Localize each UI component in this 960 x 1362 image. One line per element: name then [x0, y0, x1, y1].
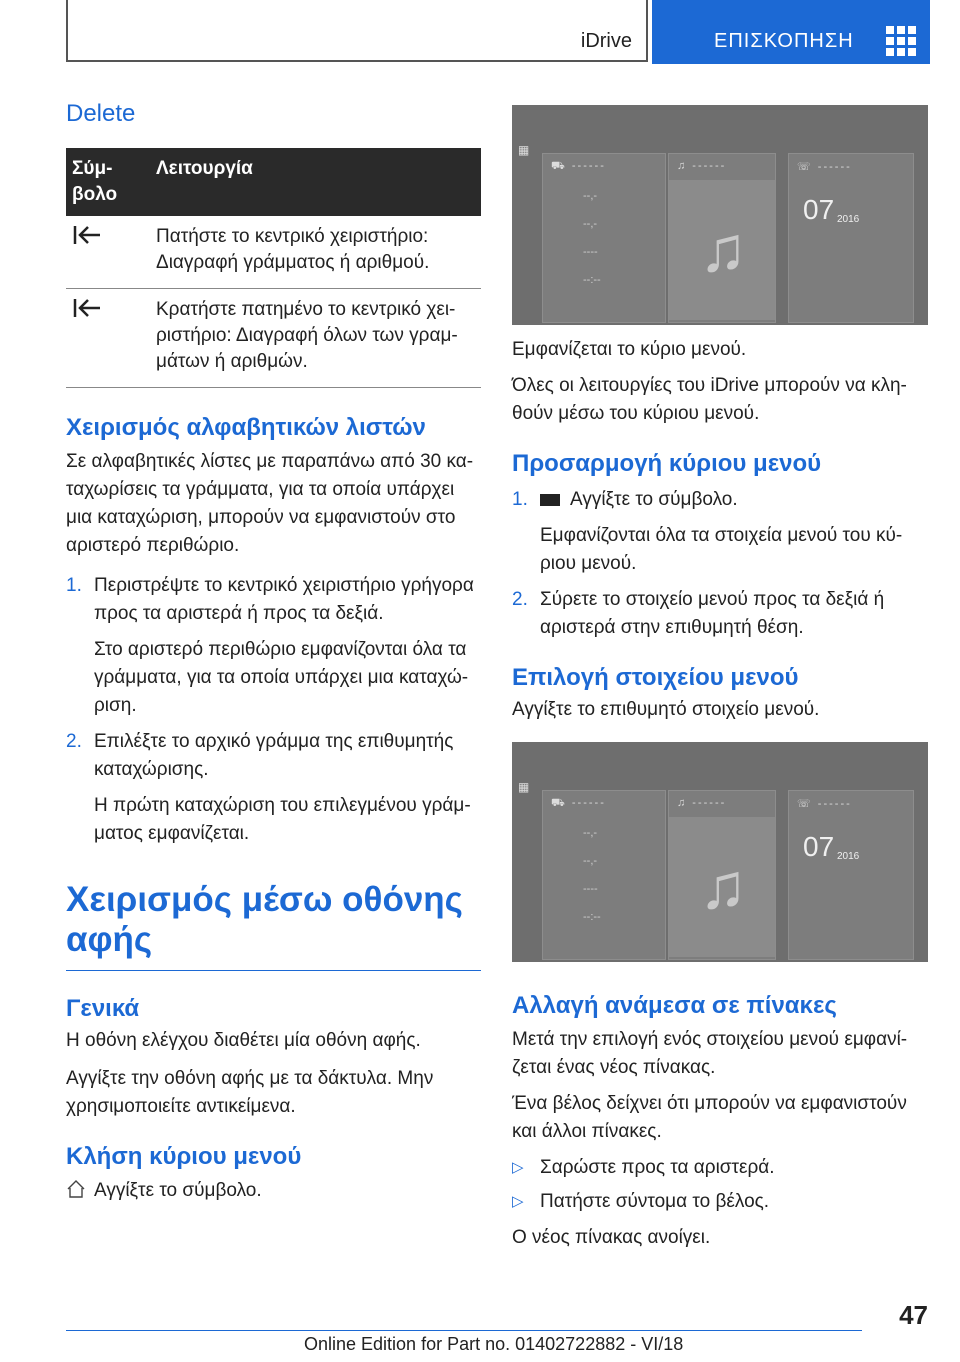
- select-item-text: Αγγίξτε το επιθυμητό στοιχείο μενού.: [512, 699, 820, 720]
- tile-row: --,-: [583, 827, 598, 839]
- step-text: Αγγίξτε το σύμβολο.: [570, 489, 738, 510]
- customize-menu-heading: Προσαρμογή κύριου μενού: [512, 450, 822, 477]
- screen-grid-icon: ▦: [518, 780, 530, 794]
- symbol-table: [66, 148, 481, 388]
- table-row: [66, 216, 481, 289]
- screen-grid-icon: ▦: [518, 143, 530, 157]
- alpha-intro: Σε αλφαβητικές λίστες με παραπάνω από 30 κα-ταχωρίσεις τα γράμματα, για τα οποία υπάρχει μια καταχώριση, μπορούν να εμφανιστούν στο αριστερό περιθώριο.: [66, 451, 474, 556]
- music-cover-icon: ♫: [699, 213, 747, 285]
- music-cover-icon: ♫: [699, 850, 747, 922]
- general-heading: Γενικά: [66, 995, 140, 1022]
- footer-divider: [66, 1330, 862, 1331]
- list-item: [66, 572, 481, 720]
- left-column: [66, 100, 481, 1205]
- delete-arrow-icon: [66, 289, 150, 388]
- step-number: 2.: [66, 731, 82, 752]
- list-item: [66, 728, 481, 848]
- table-row: [66, 289, 481, 388]
- table-cell-function: Πατήστε το κεντρικό χειριστήριο: Διαγραφή γράμματος ή αριθμού.: [150, 216, 481, 289]
- tile-row: ----: [583, 246, 598, 258]
- car-icon: ⛟ ------: [551, 797, 606, 809]
- phone-icon: ☏ ------: [797, 161, 852, 173]
- edition-text: Online Edition for Part no. 01402722882 - VI/18: [304, 1334, 684, 1354]
- tile-row: --:--: [583, 274, 601, 286]
- bullet-text: Σαρώστε προς τα αριστερά.: [540, 1157, 775, 1178]
- tile-row: --,-: [583, 218, 598, 230]
- select-item-heading: Επιλογή στοιχείου μενού: [512, 664, 799, 691]
- header-chapter-box: [66, 0, 648, 62]
- switch-paragraph-1: Μετά την επιλογή ενός στοιχείου μενού εμφανί-ζεται ένας νέος πίνακας.: [512, 1029, 908, 1078]
- date-year: 2016: [837, 214, 860, 225]
- phone-icon: ☏ ------: [797, 798, 852, 810]
- list-item: [512, 486, 928, 578]
- date-number: 07: [803, 831, 835, 862]
- bullet-text: Πατήστε σύντομα το βέλος.: [540, 1191, 770, 1212]
- call-menu-heading: Κλήση κύριου μενού: [66, 1143, 302, 1170]
- table-cell-function: Κρατήστε πατημένο το κεντρικό χει-ριστήριο: Διαγραφή όλων των γραμ-μάτων ή αριθμών.: [150, 289, 481, 388]
- section-title: ΕΠΙΣΚΟΠΗΣΗ: [714, 30, 854, 52]
- section-divider: [66, 970, 481, 971]
- delete-heading: Delete: [66, 100, 136, 127]
- list-item: [512, 1154, 928, 1182]
- alpha-lists-heading: Χειρισμός αλφαβητικών λιστών: [66, 414, 426, 441]
- date-number: 07: [803, 194, 835, 225]
- right-column: [512, 100, 928, 1252]
- switch-panels-heading: Αλλαγή ανάμεσα σε πίνακες: [512, 992, 837, 1019]
- home-icon: [66, 1179, 86, 1208]
- media-tile: [668, 153, 776, 323]
- caption-1: Εμφανίζεται το κύριο μενού.: [512, 339, 747, 360]
- switch-paragraph-2: Ένα βέλος δείχνει ότι μπορούν να εμφανιστούν και άλλοι πίνακες.: [512, 1093, 907, 1142]
- triangle-bullet-icon: ▷: [512, 1193, 524, 1210]
- menu-bar-icon: [540, 494, 560, 506]
- music-note-icon: ♫ ------: [677, 797, 727, 809]
- step-number: 2.: [512, 589, 528, 610]
- table-header-symbol: Σύμ- βολο: [66, 148, 150, 216]
- step-text: Επιλέξτε το αρχικό γράμμα της επιθυμητής καταχώρισης.: [94, 731, 454, 780]
- phone-tile: [788, 790, 914, 960]
- general-paragraph-2: Αγγίξτε την οθόνη αφής με τα δάκτυλα. Μην χρησιμοποιείτε αντικείμενα.: [66, 1068, 434, 1117]
- date-year: 2016: [837, 851, 860, 862]
- vehicle-tile: [542, 790, 666, 960]
- car-icon: ⛟ ------: [551, 160, 606, 172]
- tile-row: --,-: [583, 855, 598, 867]
- step-number: 1.: [66, 575, 82, 596]
- header-section-tab[interactable]: [652, 0, 930, 64]
- step-note: Εμφανίζονται όλα τα στοιχεία μενού του κύ-ριου μενού.: [540, 525, 903, 574]
- call-menu-text: Αγγίξτε το σύμβολο.: [94, 1180, 262, 1201]
- media-tile: [668, 790, 776, 960]
- list-item: [512, 586, 928, 642]
- main-menu-screenshot-2: [512, 742, 928, 962]
- step-note: Η πρώτη καταχώριση του επιλεγμένου γράμ-ματος εμφανίζεται.: [94, 795, 471, 844]
- tile-row: --,-: [583, 190, 598, 202]
- delete-arrow-icon: [66, 216, 150, 289]
- vehicle-tile: [542, 153, 666, 323]
- chapter-title: iDrive: [580, 30, 632, 52]
- tile-row: --:--: [583, 911, 601, 923]
- list-item: [512, 1188, 928, 1216]
- main-menu-screenshot: [512, 105, 928, 325]
- step-text: Περιστρέψτε το κεντρικό χειριστήριο γρήγορα προς τα αριστερά ή προς τα δεξιά.: [94, 575, 474, 624]
- call-menu-instruction: [66, 1177, 481, 1205]
- general-paragraph-1: Η οθόνη ελέγχου διαθέτει μία οθόνη αφής.: [66, 1030, 421, 1051]
- final-text: Ο νέος πίνακας ανοίγει.: [512, 1227, 711, 1248]
- step-text: Σύρετε το στοιχείο μενού προς τα δεξιά ή αριστερά στην επιθυμητή θέση.: [540, 589, 885, 638]
- table-header-function: Λειτουργία: [150, 148, 481, 216]
- page-number: 47: [899, 1300, 928, 1330]
- tile-row: ----: [583, 883, 598, 895]
- music-note-icon: ♫ ------: [677, 160, 727, 172]
- step-number: 1.: [512, 489, 528, 510]
- caption-2: Όλες οι λειτουργίες του iDrive μπορούν να κλη-θούν μέσω του κύριου μενού.: [512, 375, 907, 424]
- step-note: Στο αριστερό περιθώριο εμφανίζονται όλα τα γράμματα, για τα οποία υπάρχει μια καταχώ-ριση.: [94, 639, 469, 716]
- phone-tile: [788, 153, 914, 323]
- triangle-bullet-icon: ▷: [512, 1159, 524, 1176]
- touchscreen-heading: Χειρισμός μέσω οθόνης αφής: [66, 880, 463, 959]
- grid-menu-icon: [886, 26, 916, 56]
